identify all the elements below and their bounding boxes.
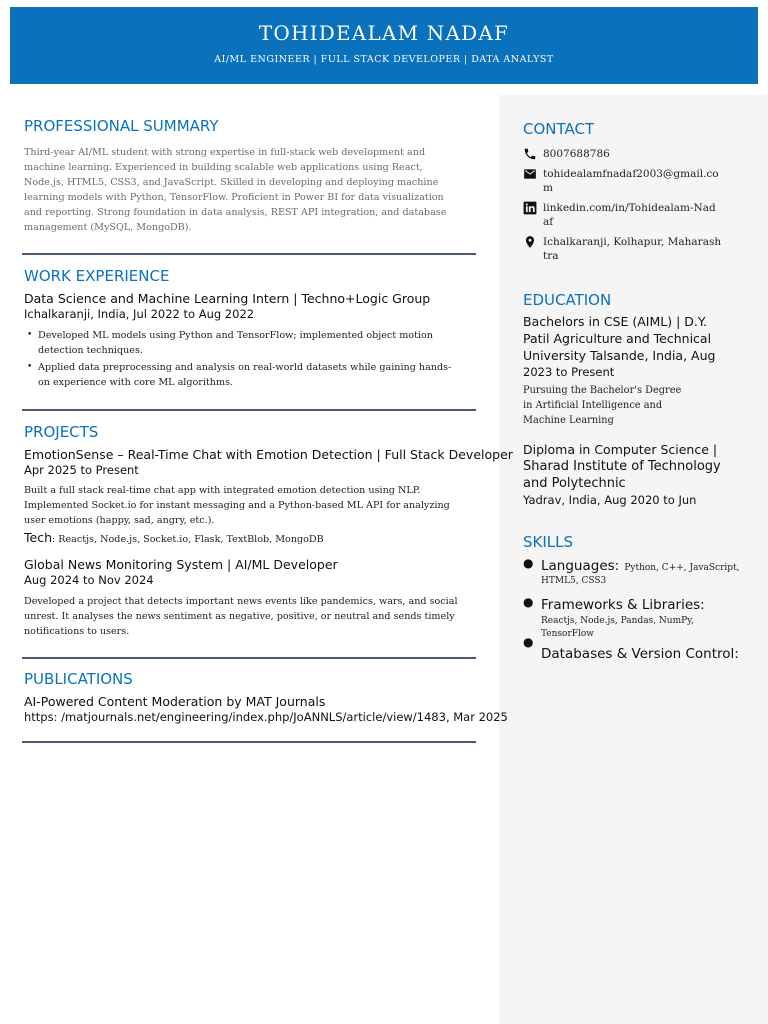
projects-heading: PROJECTS bbox=[24, 423, 99, 441]
contact-linkedin[interactable]: linkedin.com/in/Tohidealam-Nad af bbox=[523, 201, 733, 229]
phone-icon bbox=[523, 147, 537, 161]
header-banner bbox=[10, 7, 758, 84]
bullet-icon: ● bbox=[523, 595, 534, 609]
summary-line: learning models with Python, TensorFlow. Proficient in Power BI for data visualization bbox=[24, 192, 444, 203]
mail-icon bbox=[523, 167, 537, 181]
summary-line: Third-year AI/ML student with strong expertise in full-stack web development and bbox=[24, 147, 426, 158]
summary-heading: PROFESSIONAL SUMMARY bbox=[24, 117, 219, 135]
skill-frameworks: ● Frameworks & Libraries: Reactjs, Node.js, Pandas, NumPy, TensorFlow bbox=[523, 595, 705, 639]
tech-value: : Reactjs, Node.js, Socket.io, Flask, TextBlob, MongoDB bbox=[52, 534, 324, 545]
publication-link[interactable]: https: /matjournals.net/engineering/index.php/JoANNLS/article/view/1483, Mar 2025 bbox=[24, 710, 508, 724]
section-divider bbox=[22, 253, 476, 255]
contact-heading: CONTACT bbox=[523, 120, 595, 138]
project-description: Built a full stack real-time chat app with integrated emotion detection using NLP. Implemented Socket.io for instant messaging and a Python-based ML API for analyzing user emotions (happy, sad, angry, etc.). bbox=[24, 485, 450, 526]
project-title: Global News Monitoring System | AI/ML Developer bbox=[24, 557, 338, 572]
education-heading: EDUCATION bbox=[523, 291, 612, 309]
candidate-name: TOHIDEALAM NADAF bbox=[258, 21, 510, 45]
summary-line: management (MySQL, MongoDB). bbox=[24, 222, 192, 233]
candidate-role: AI/ML ENGINEER | FULL STACK DEVELOPER | DATA ANALYST bbox=[214, 54, 554, 65]
skills-heading: SKILLS bbox=[523, 533, 574, 551]
summary-line: machine learning. Experienced in building scalable web applications using React, bbox=[24, 162, 423, 173]
location-pin-icon bbox=[523, 235, 537, 249]
project-tech bbox=[24, 527, 324, 546]
job-title: Data Science and Machine Learning Intern | Techno+Logic Group bbox=[24, 291, 431, 306]
publication-title: AI-Powered Content Moderation by MAT Journals bbox=[24, 694, 326, 709]
bullet-icon: ● bbox=[523, 635, 534, 649]
education-item: Bachelors in CSE (AIML) | D.Y. Patil Agriculture and Technical University Talsande, India, Aug 2023 to Present bbox=[523, 314, 716, 379]
summary-line: and reporting. Strong foundation in data analysis, REST API integration, and database bbox=[24, 207, 447, 218]
project-description: Developed a project that detects important news events like pandemics, wars, and social unrest. It analyses the news sentiment as negative, positive, or neutral and sends timely notifications to users. bbox=[24, 596, 458, 637]
tech-label: Tech bbox=[24, 530, 52, 545]
work-bullets bbox=[24, 328, 474, 392]
contact-email[interactable]: tohidealamfnadaf2003@gmail.co m bbox=[523, 167, 733, 195]
section-divider bbox=[22, 657, 476, 659]
section-divider bbox=[22, 741, 476, 743]
education-item: Diploma in Computer Science | Sharad Institute of Technology and Polytechnic Yadrav, India, Aug 2020 to Jun bbox=[523, 442, 721, 507]
contact-phone[interactable]: 8007688786 bbox=[523, 147, 733, 161]
contact-location: Ichalkaranji, Kolhapur, Maharash tra bbox=[523, 235, 733, 263]
education-description: Pursuing the Bachelor's Degree in Artificial Intelligence and Machine Learning bbox=[523, 385, 682, 426]
work-heading: WORK EXPERIENCE bbox=[24, 267, 170, 285]
publications-heading: PUBLICATIONS bbox=[24, 670, 133, 688]
job-meta: Ichalkaranji, India, Jul 2022 to Aug 2022 bbox=[24, 307, 255, 321]
bullet-icon: ● bbox=[523, 556, 534, 570]
summary-text bbox=[24, 145, 484, 235]
linkedin-icon bbox=[523, 201, 537, 215]
project-date: Apr 2025 to Present bbox=[24, 463, 139, 477]
project-title: EmotionSense – Real-Time Chat with Emotion Detection | Full Stack Developer bbox=[24, 447, 513, 462]
project-date: Aug 2024 to Nov 2024 bbox=[24, 573, 154, 587]
skill-databases: ● Databases & Version Control: bbox=[523, 635, 739, 662]
skill-languages: ● Languages: Python, C++, JavaScript, HTML5, CSS3 bbox=[523, 556, 740, 586]
list-item: • Applied data preprocessing and analysis on real-world datasets while gaining hands- on experience with core ML algorithms. bbox=[24, 360, 474, 390]
summary-line: Node.js, HTML5, CSS3, and JavaScript. Skilled in developing and deploying machine bbox=[24, 177, 439, 188]
section-divider bbox=[22, 409, 476, 411]
list-item: • Developed ML models using Python and TensorFlow; implemented object motion detection techniques. bbox=[24, 328, 474, 358]
